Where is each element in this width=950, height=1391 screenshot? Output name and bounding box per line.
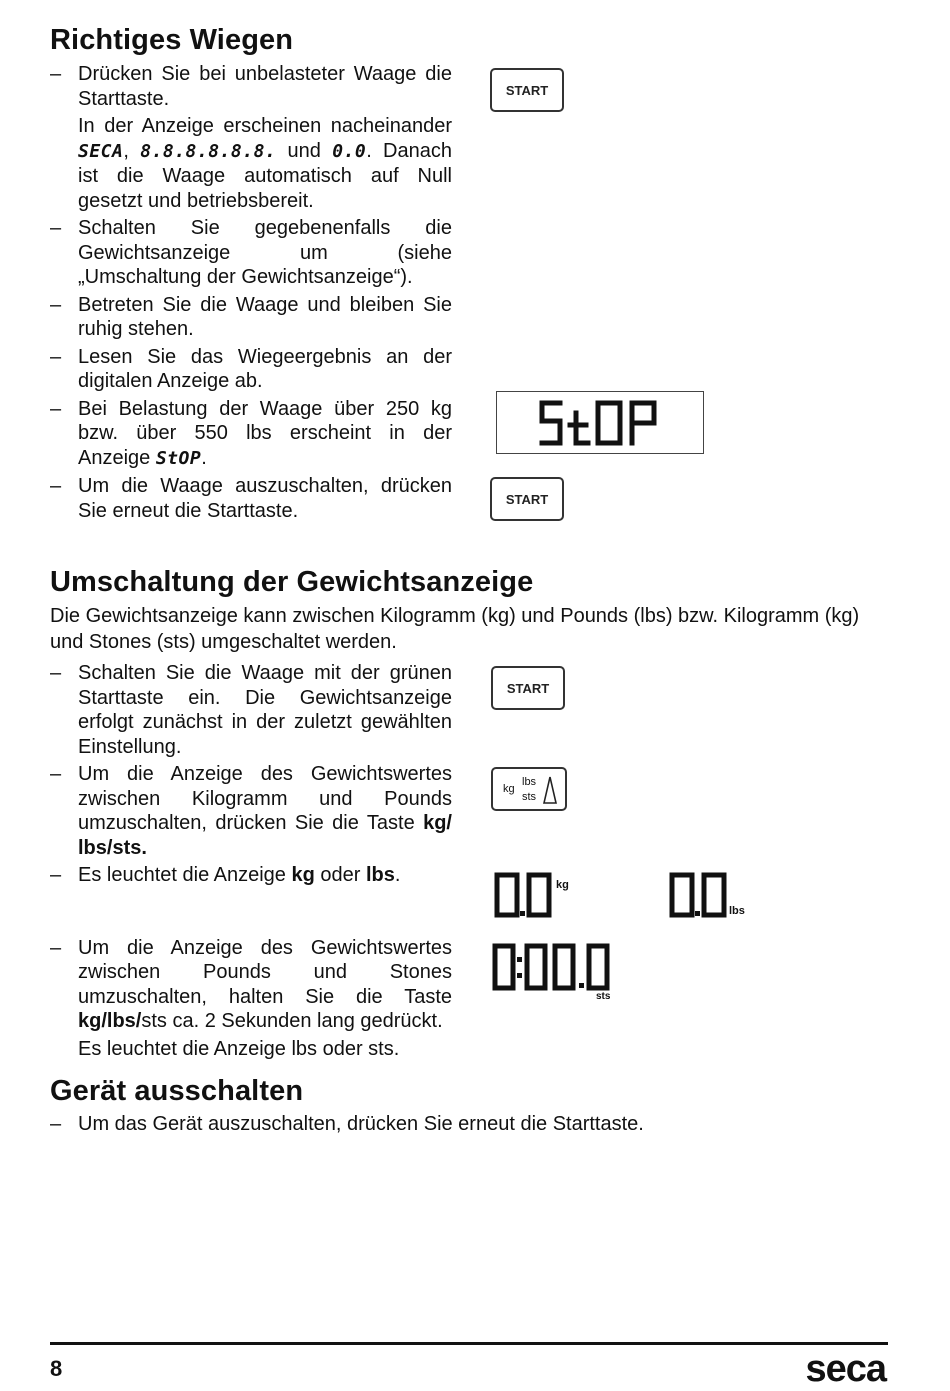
weighing-list	[50, 62, 452, 526]
list-item	[50, 1112, 890, 1137]
list-item	[50, 661, 452, 759]
list-text: Um die Waage auszuschalten, drücken Sie erneut die Starttaste.	[78, 475, 452, 522]
unit-key-illustration	[491, 767, 567, 811]
start-button-illustration-1	[490, 68, 564, 112]
list-item	[50, 216, 452, 290]
list-dash: –	[50, 763, 62, 785]
list-dash: –	[50, 293, 62, 316]
list-dash: –	[50, 345, 62, 368]
list-item	[50, 397, 452, 472]
start-button-illustration-2	[490, 477, 564, 521]
text-segment: In der Anzeige erscheinen nacheinander	[78, 115, 452, 137]
lbs-display-digits	[668, 872, 730, 918]
list-text: Drücken Sie bei unbelasteter Waage die Starttaste.	[78, 63, 452, 110]
text-segment: Bei Belastung der Waage über 250 kg bzw. über 550 lbs erscheint in der Anzeige	[78, 397, 452, 469]
list-text: Betreten Sie die Waage und bleiben Sie ruhig stehen.	[78, 293, 452, 340]
section-title-weighing: Richtiges Wiegen	[50, 24, 294, 56]
text-segment: .	[394, 864, 401, 886]
lbs-display-unit: lbs	[729, 905, 745, 917]
text-segment-bold: kg	[291, 864, 315, 886]
lcd-inline-zero: 0.0	[332, 140, 367, 162]
text-segment: sts ca. 2 Sekunden lang gedrückt.	[141, 1010, 443, 1032]
lcd-inline-seca: SECA	[78, 140, 124, 162]
list-text: Um das Gerät auszuschalten, drücken Sie erneut die Starttaste.	[78, 1113, 644, 1135]
text-segment: ,	[123, 139, 141, 162]
list-text	[78, 863, 452, 888]
lcd-inline-stop: StOP	[155, 447, 202, 469]
text-segment: Um die Anzeige des Gewichtswertes zwischen Pounds und Stones umzuschalten, halten Sie die Taste	[78, 936, 452, 1008]
list-dash: –	[50, 397, 62, 420]
lbs-display-value	[730, 872, 731, 873]
kg-display-digits	[493, 872, 555, 918]
list-text: Es leuchtet die Anzeige lbs oder sts.	[78, 1037, 400, 1060]
list-dash: –	[50, 217, 62, 239]
list-dash: –	[50, 475, 62, 497]
text-segment: Es leuchtet die Anzeige	[78, 864, 292, 886]
list-item	[50, 474, 452, 523]
stop-display	[496, 391, 704, 454]
page-number: 8	[50, 1356, 63, 1381]
text-segment-bold: kg/lbs/	[78, 1010, 142, 1032]
list-dash: –	[50, 1113, 62, 1135]
list-item	[50, 762, 452, 860]
list-text: Lesen Sie das Wiegeergebnis an der digitalen Anzeige ab.	[78, 345, 452, 392]
list-item	[50, 62, 452, 213]
list-text	[78, 936, 452, 1034]
start-button-illustration-3	[491, 666, 565, 710]
kg-display-value	[555, 872, 556, 873]
section-title-off: Gerät ausschalten	[50, 1075, 304, 1107]
triangle-icon	[542, 775, 558, 805]
list-item	[50, 863, 452, 888]
off-list	[50, 1112, 890, 1140]
text-segment: oder	[314, 864, 366, 886]
list-dash: –	[50, 936, 62, 959]
sts-display	[491, 943, 621, 1003]
text-segment: und	[276, 139, 333, 162]
list-text	[78, 397, 452, 472]
text-segment: Um die Anzeige des Gewichtswertes zwischen Kilogramm und Pounds umzuschalten, drücken Sie die Taste	[78, 763, 452, 834]
list-item	[50, 936, 452, 1062]
start-button-label: START	[505, 82, 549, 98]
lcd-inline-eights: 8.8.8.8.8.8.	[140, 140, 277, 162]
switching-list	[50, 661, 452, 1064]
kg-display-unit: kg	[556, 879, 569, 891]
list-item	[50, 345, 452, 394]
text-segment: .	[201, 446, 207, 469]
kg-display	[493, 872, 583, 920]
list-text	[78, 762, 452, 860]
seca-logo: seca	[805, 1348, 886, 1390]
start-button-label: START	[505, 491, 549, 507]
unit-key-kg-label: kg	[503, 783, 515, 795]
list-item	[50, 293, 452, 342]
list-text: Schalten Sie gegebenenfalls die Gewichtsanzeige um (siehe „Umschaltung der Gewichtsanzeige“).	[78, 217, 452, 288]
list-dash: –	[50, 63, 62, 85]
sts-display-value	[615, 943, 616, 944]
switching-intro: Die Gewichtsanzeige kann zwischen Kilogramm (kg) und Pounds (lbs) bzw. Kilogramm (kg) und Stones (sts) umgeschaltet werden.	[50, 605, 860, 653]
footer-rule	[50, 1342, 888, 1345]
list-text	[78, 114, 452, 213]
lbs-display	[668, 872, 758, 920]
start-button-label: START	[506, 680, 550, 696]
list-dash: –	[50, 662, 62, 684]
sts-display-digits	[491, 943, 615, 991]
text-segment-bold: kg/ lbs/sts.	[78, 812, 452, 859]
unit-key-sts-label: sts	[522, 791, 537, 803]
section-title-switching: Umschaltung der Gewichtsanzeige	[50, 566, 534, 598]
stop-display-digits	[538, 399, 662, 447]
unit-key-lbs-label: lbs	[522, 776, 537, 788]
list-dash: –	[50, 864, 62, 886]
list-text: Schalten Sie die Waage mit der grünen Starttaste ein. Die Gewichtsanzeige erfolgt zunächst in der zuletzt gewählten Einstellung.	[78, 662, 452, 758]
sts-display-unit: sts	[596, 991, 611, 1002]
text-segment: . Danach ist die Waage automatisch auf Null gesetzt und betriebsbereit.	[78, 139, 452, 212]
text-segment-bold: lbs	[365, 864, 395, 886]
